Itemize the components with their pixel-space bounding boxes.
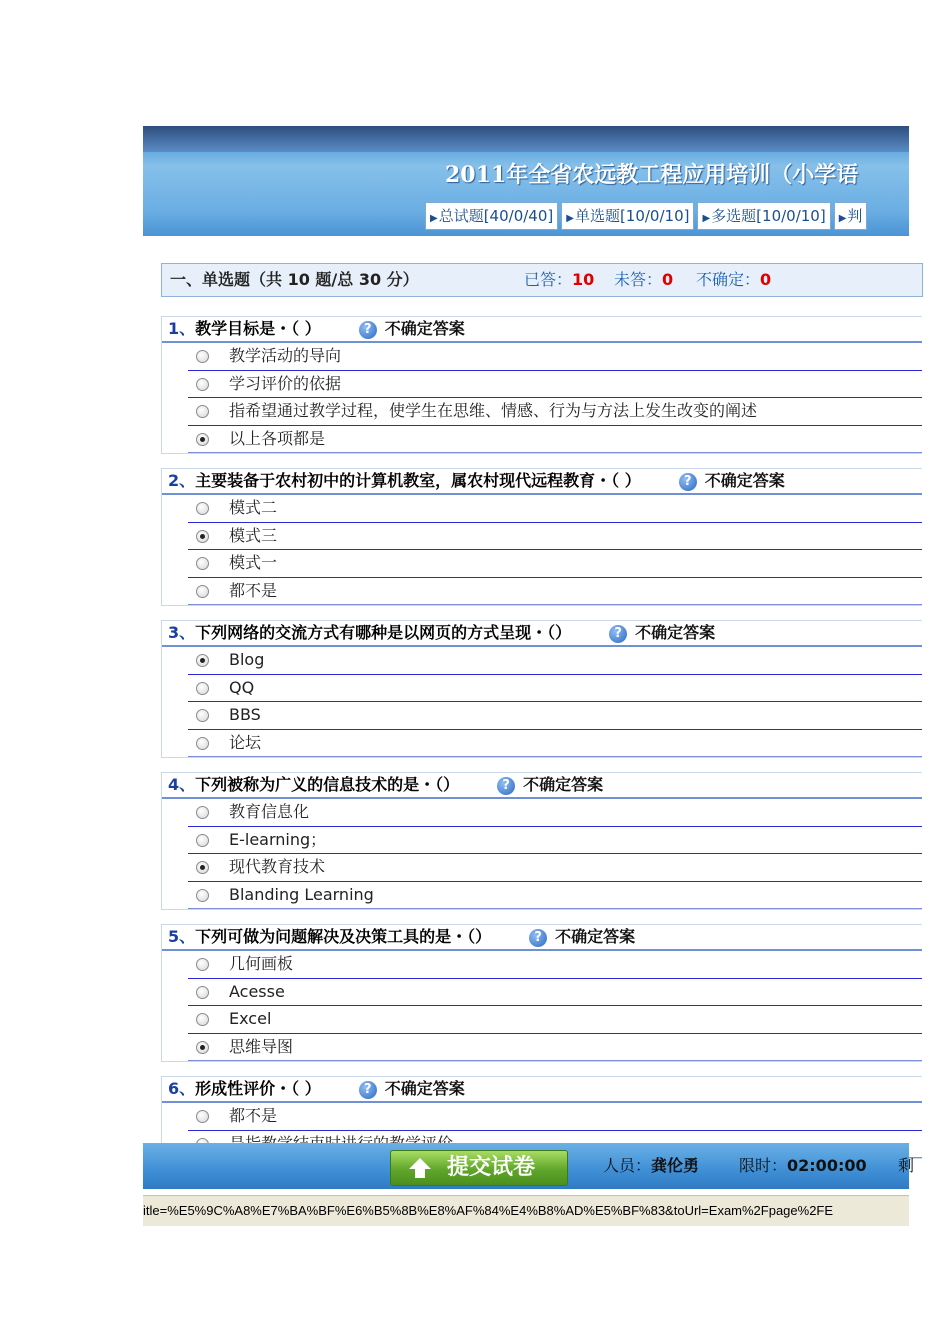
time-limit-label: 限时： [739, 1156, 788, 1175]
question-title [162, 773, 922, 799]
option-text: 以上各项都是 [229, 428, 326, 448]
answer-option[interactable] [188, 495, 922, 523]
tab-true-false[interactable] [834, 202, 868, 230]
question-number: 4、 [168, 775, 196, 794]
unanswered-count [614, 264, 673, 296]
option-text: 几何画板 [229, 954, 294, 973]
arrow-right-icon: ▶ [430, 213, 438, 224]
radio-button[interactable] [196, 889, 209, 902]
answered-value: 10 [572, 270, 595, 289]
arrow-right-icon: ▶ [838, 213, 847, 224]
question-block [161, 316, 922, 454]
question-title [162, 925, 922, 951]
help-icon[interactable]: ? [679, 473, 697, 491]
option-text: Acesse [229, 981, 285, 1001]
radio-button[interactable] [196, 585, 209, 598]
browser-status-bar: itle=%E5%9C%A8%E7%BA%BF%E6%B5%8B%E8%AF%84%E4%B8%AD%E5%BF%83&toUrl=Exam%2Fpage%2FE [143, 1195, 909, 1226]
question-block [161, 468, 922, 606]
unsure-value: 0 [760, 270, 772, 289]
question-number: 6、 [168, 1079, 196, 1098]
radio-button[interactable] [196, 654, 209, 667]
upload-arrow-stem [415, 1168, 425, 1178]
question-block [161, 924, 922, 1062]
option-text: 模式三 [229, 525, 278, 545]
help-icon[interactable]: ? [529, 929, 547, 947]
unsure-count [696, 264, 771, 296]
answer-option[interactable] [188, 854, 922, 882]
question-text: 下列被称为广义的信息技术的是・（） [195, 775, 460, 794]
exam-window [143, 126, 915, 1226]
question-number: 3、 [168, 623, 196, 642]
radio-button[interactable] [196, 682, 209, 695]
option-text: 学习评价的依据 [229, 373, 342, 393]
question-title [162, 469, 922, 495]
answer-option[interactable] [188, 1034, 922, 1062]
section-header [161, 263, 923, 297]
radio-button[interactable] [196, 405, 209, 418]
footer-bar [143, 1143, 915, 1189]
tab-multiple-choice[interactable] [697, 202, 830, 230]
arrow-right-icon: ▶ [702, 213, 711, 224]
option-text: 模式一 [229, 553, 278, 572]
answer-option[interactable] [188, 979, 922, 1007]
question-title [162, 1077, 922, 1103]
tab-label: 单选题[10/0/10] [574, 207, 690, 225]
answered-label: 已答： [524, 270, 573, 289]
radio-button[interactable] [196, 1110, 209, 1123]
option-text: Excel [229, 1009, 272, 1028]
question-title [162, 317, 922, 343]
header-topbar [143, 126, 909, 152]
question-text: 形成性评价・（ ） [195, 1079, 321, 1098]
radio-button[interactable] [196, 1013, 209, 1026]
page-title: 2011年全省农远教工程应用培训（小学语 [445, 162, 859, 188]
question-text: 教学目标是・（ ） [195, 319, 321, 338]
unsure-answer-link[interactable]: 不确定答案 [635, 623, 716, 642]
answer-option[interactable] [188, 882, 922, 910]
unanswered-value: 0 [662, 270, 674, 289]
option-text: 论坛 [229, 732, 262, 752]
radio-button[interactable] [196, 958, 209, 971]
time-limit-info [739, 1143, 867, 1189]
question-block [161, 620, 922, 758]
question-number: 2、 [168, 471, 196, 490]
option-text: 都不是 [229, 1106, 278, 1125]
unsure-answer-link[interactable]: 不确定答案 [555, 927, 636, 946]
option-text: QQ [229, 677, 255, 697]
option-text: 思维导图 [229, 1036, 294, 1056]
tab-label: 总试题[40/0/40] [438, 207, 554, 225]
option-text: BBS [229, 705, 261, 724]
radio-button[interactable] [196, 530, 209, 543]
answer-option[interactable] [188, 523, 922, 551]
question-number: 1、 [168, 319, 196, 338]
answer-option[interactable] [188, 827, 922, 855]
answer-option[interactable] [188, 951, 922, 979]
radio-button[interactable] [196, 557, 209, 570]
unsure-answer-link[interactable]: 不确定答案 [704, 471, 785, 490]
question-text: 下列网络的交流方式有哪种是以网页的方式呈现・（） [195, 623, 572, 642]
radio-button[interactable] [196, 806, 209, 819]
answer-option[interactable] [188, 343, 922, 371]
header-banner [143, 126, 909, 236]
question-text: 主要装备于农村初中的计算机教室，属农村现代远程教育・（ ） [195, 471, 641, 490]
tab-all-questions[interactable] [425, 202, 558, 230]
radio-button[interactable] [196, 834, 209, 847]
answer-option[interactable] [188, 426, 922, 454]
question-number: 5、 [168, 927, 196, 946]
option-text: 都不是 [229, 580, 278, 600]
radio-button[interactable] [196, 350, 209, 363]
help-icon[interactable]: ? [359, 1081, 377, 1099]
radio-button[interactable] [196, 433, 209, 446]
help-icon[interactable]: ? [359, 321, 377, 339]
radio-button[interactable] [196, 737, 209, 750]
radio-button[interactable] [196, 502, 209, 515]
remaining-info: 剩 [898, 1156, 915, 1175]
unsure-answer-link[interactable]: 不确定答案 [523, 775, 604, 794]
option-text: E-learning； [229, 829, 327, 849]
person-name: 龚伦勇 [651, 1156, 700, 1175]
answer-option[interactable] [188, 647, 922, 675]
radio-button[interactable] [196, 378, 209, 391]
submit-label: 提交试卷 [447, 1155, 536, 1180]
help-icon[interactable]: ? [497, 777, 515, 795]
help-icon[interactable]: ? [609, 625, 627, 643]
answer-option[interactable] [188, 730, 922, 758]
question-block [161, 772, 922, 910]
answer-option[interactable] [188, 1006, 922, 1034]
unanswered-label: 未答： [614, 270, 663, 289]
person-info [603, 1143, 699, 1189]
person-label: 人员： [603, 1156, 652, 1175]
radio-button[interactable] [196, 861, 209, 874]
option-text: 教育信息化 [229, 802, 310, 821]
tab-label: 判 [847, 207, 863, 225]
answer-option[interactable] [188, 1103, 922, 1131]
question-title [162, 621, 922, 647]
answer-option[interactable] [188, 371, 922, 399]
option-text: Blog [229, 650, 265, 669]
question-type-tabs [425, 202, 870, 230]
answer-option[interactable] [188, 398, 922, 426]
answered-count [524, 264, 594, 296]
answer-option[interactable] [188, 799, 922, 827]
answer-option[interactable] [188, 578, 922, 606]
answer-option[interactable] [188, 675, 922, 703]
time-limit-value: 02:00:00 [787, 1156, 867, 1175]
tab-single-choice[interactable] [561, 202, 694, 230]
radio-button[interactable] [196, 709, 209, 722]
radio-button[interactable] [196, 986, 209, 999]
unsure-answer-link[interactable]: 不确定答案 [384, 319, 465, 338]
option-text: 模式二 [229, 498, 278, 517]
radio-button[interactable] [196, 1041, 209, 1054]
section-title: 一、单选题（共 10 题/总 30 分） [170, 270, 419, 289]
arrow-right-icon: ▶ [566, 213, 574, 224]
tab-label: 多选题[10/0/10] [711, 207, 826, 225]
submit-exam-button[interactable] [390, 1150, 568, 1186]
answer-option[interactable] [188, 550, 922, 578]
question-text: 下列可做为问题解决及决策工具的是・（） [195, 927, 492, 946]
unsure-label: 不确定： [696, 270, 761, 289]
option-text: 教学活动的导向 [229, 346, 342, 365]
option-text: 指希望通过教学过程，使学生在思维、情感、行为与方法上发生改变的阐述 [229, 401, 758, 420]
option-text: 现代教育技术 [229, 857, 326, 876]
answer-option[interactable] [188, 702, 922, 730]
unsure-answer-link[interactable]: 不确定答案 [384, 1079, 465, 1098]
option-text: Blanding Learning [229, 884, 374, 904]
